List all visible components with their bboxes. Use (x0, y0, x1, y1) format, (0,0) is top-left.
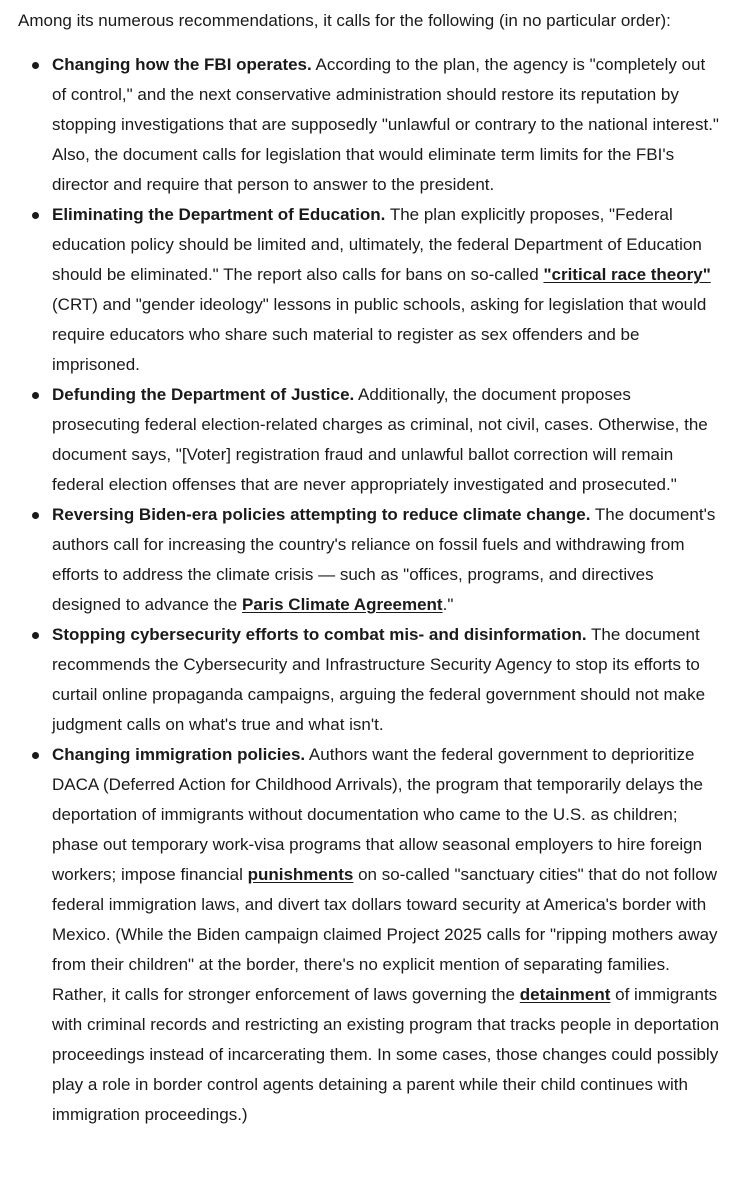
link-paris-climate-agreement[interactable]: Paris Climate Agreement (241, 595, 443, 614)
item-text: The document's authors call for increasing the country's reliance on fossil fuels and withdrawing from efforts to address the climate crisis — such as "offices, programs, and directives designed to advance the (52, 505, 716, 614)
item-lead: Reversing Biden-era policies attempting to reduce climate change. (52, 505, 591, 524)
recommendations-list (14, 50, 722, 1130)
item-text: Authors want the federal government to deprioritize DACA (Deferred Action for Childhood Arrivals), the program that temporarily delays the deportation of immigrants without documentation who came to the U.S. as children; phase out temporary work-visa programs that allow seasonal employers to hire foreign workers; impose financial (52, 745, 704, 884)
item-text: ." (442, 595, 454, 614)
link-critical-race-theory[interactable]: "critical race theory" (543, 265, 711, 284)
item-text: The document recommends the Cybersecurity and Infrastructure Security Agency to stop its efforts to curtail online propaganda campaigns, arguing the federal government should not make judgment calls on what's true and what isn't. (52, 625, 706, 734)
list-item-education (52, 200, 722, 380)
item-text: on so-called "sanctuary cities" that do not follow federal immigration laws, and divert tax dollars toward security at America's border with Mexico. (While the Biden campaign claimed Project 2025 calls for "ripping mothers away from their children" at the border, there's no explicit mention of separating families. Rather, it calls for stronger enforcement of laws governing the (52, 865, 718, 1004)
item-text: of immigrants with criminal records and restricting an existing program that tracks people in deportation proceedings instead of incarcerating them. In some cases, those changes could possibly play a role in border control agents detaining a parent while their child continues with immigration proceedings.) (52, 985, 720, 1124)
item-lead: Stopping cybersecurity efforts to combat mis- and disinformation. (52, 625, 587, 644)
item-text: According to the plan, the agency is "completely out of control," and the next conservative administration should restore its reputation by stopping investigations that are supposedly "unlawful or contrary to the national interest." Also, the document calls for legislation that would eliminate term limits for the FBI's director and require that person to answer to the president. (52, 55, 719, 194)
item-lead: Changing immigration policies. (52, 745, 306, 764)
list-item-immigration (52, 740, 722, 1130)
item-lead: Defunding the Department of Justice. (52, 385, 355, 404)
item-text: (CRT) and "gender ideology" lessons in public schools, asking for legislation that would require educators who share such material to register as sex offenders and be imprisoned. (52, 295, 707, 374)
item-text: The plan explicitly proposes, "Federal education policy should be limited and, ultimately, the federal Department of Education should be eliminated." The report also calls for bans on so-called (52, 205, 702, 284)
list-item-cybersecurity (52, 620, 722, 740)
list-item-climate (52, 500, 722, 620)
list-item-fbi (52, 50, 722, 200)
item-text: Additionally, the document proposes prosecuting federal election-related charges as criminal, not civil, cases. Otherwise, the document says, "[Voter] registration fraud and unlawful ballot correction will remain federal election offenses that are never appropriately investigated and prosecuted." (52, 385, 708, 494)
intro-paragraph: Among its numerous recommendations, it calls for the following (in no particular order): (18, 11, 671, 30)
item-lead: Changing how the FBI operates. (52, 55, 312, 74)
link-detainment[interactable]: detainment (519, 985, 611, 1004)
list-item-justice (52, 380, 722, 500)
item-lead: Eliminating the Department of Education. (52, 205, 386, 224)
link-punishments[interactable]: punishments (247, 865, 354, 884)
